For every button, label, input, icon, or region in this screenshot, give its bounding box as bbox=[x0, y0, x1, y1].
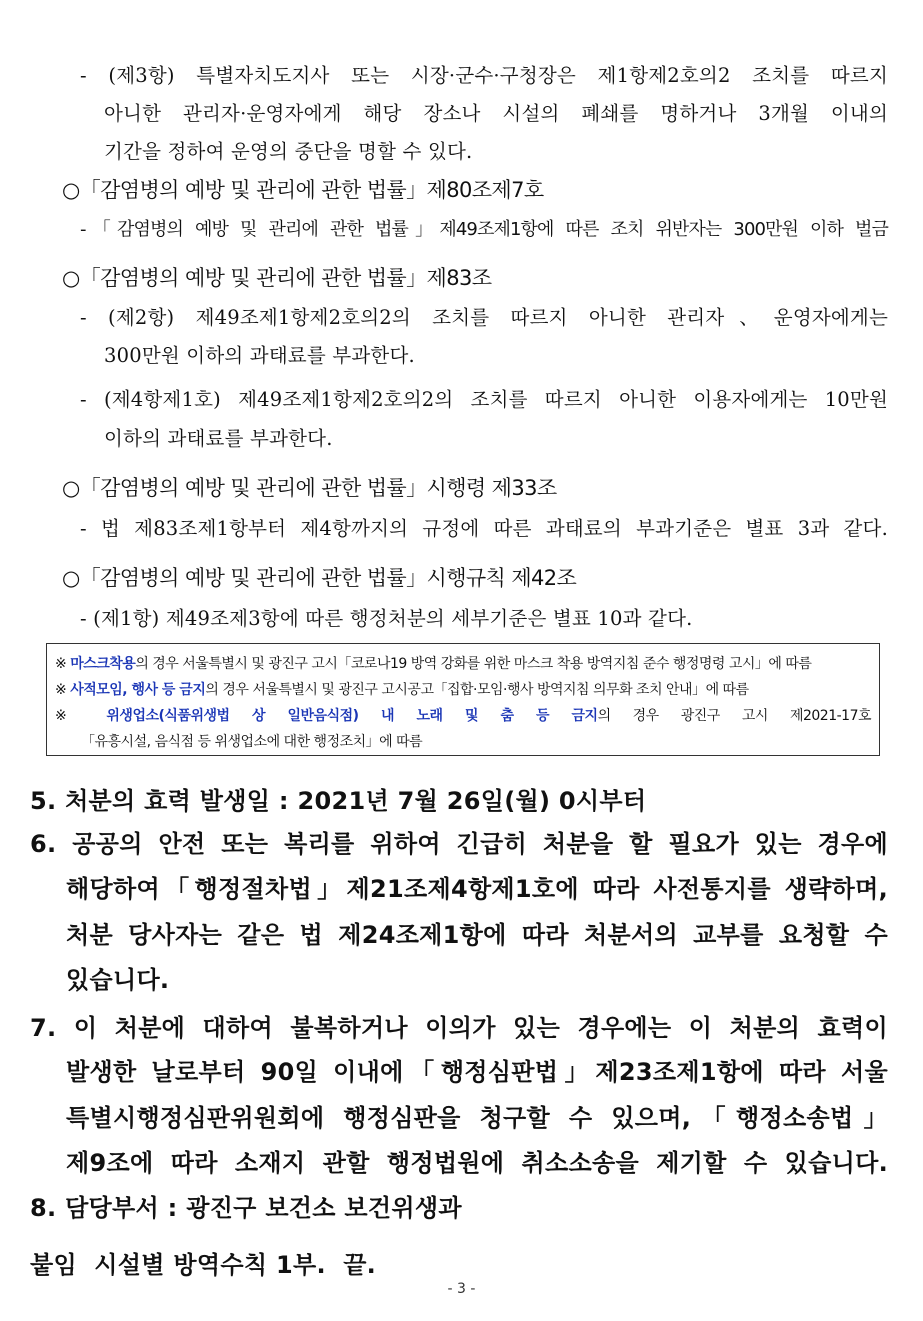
attachment-line: 붙임 시설별 방역수칙 1부. 끝. bbox=[30, 1251, 377, 1279]
note-text: 의 경우 서울특별시 및 광진구 고시「코로나19 방역 강화를 위한 마스크 착용 방역지침 준수 행정명령 고시」에 따름 bbox=[135, 656, 812, 672]
law-heading: ○「감염병의 예방 및 관리에 관한 법률」시행령 제33조 bbox=[62, 476, 557, 500]
paragraph-line: 300만원 이하의 과태료를 부과한다. bbox=[104, 344, 415, 367]
paragraph-6-line: 6. 공공의 안전 또는 복리를 위하여 긴급히 처분을 할 필요가 있는 경우에 bbox=[30, 830, 888, 858]
paragraph-7-line: 제9조에 따라 소재지 관할 행정법원에 취소소송을 제기할 수 있습니다. bbox=[66, 1149, 888, 1177]
paragraph-7-line: 7. 이 처분에 대하여 불복하거나 이의가 있는 경우에는 이 처분의 효력이 bbox=[30, 1014, 888, 1042]
paragraph-line: - (제2항) 제49조제1항제2호의2의 조치를 따르지 아니한 관리자、운영자에게는 bbox=[80, 306, 888, 329]
note-mark: ※ bbox=[55, 656, 67, 672]
note-mark: ※ bbox=[55, 682, 67, 698]
page-number: - 3 - bbox=[447, 1281, 476, 1297]
note-highlight: 마스크착용 bbox=[70, 656, 136, 672]
note-highlight: 사적모임, 행사 등 금지 bbox=[70, 682, 206, 698]
paragraph-line: 이하의 과태료를 부과한다. bbox=[104, 427, 333, 450]
paragraph-line: -「감염병의 예방 및 관리에 관한 법률」제49조제1항에 따른 조치 위반자는 300만원 이하 벌금 bbox=[80, 219, 888, 240]
law-heading: ○「감염병의 예방 및 관리에 관한 법률」시행규칙 제42조 bbox=[62, 566, 577, 590]
paragraph-line: - 법 제83조제1항부터 제4항까지의 규정에 따른 과태료의 부과기준은 별표 3과 같다. bbox=[80, 517, 888, 540]
paragraph-line: 아니한 관리자·운영자에게 해당 장소나 시설의 폐쇄를 명하거나 3개월 이내의 bbox=[104, 102, 888, 125]
paragraph-7-line: 특별시행정심판위원회에 행정심판을 청구할 수 있으며,「행정소송법」 bbox=[66, 1104, 888, 1132]
paragraph-line: 기간을 정하여 운영의 중단을 명할 수 있다. bbox=[104, 140, 473, 163]
note-text: 「유흥시설, 음식점 등 위생업소에 대한 행정조치」에 따름 bbox=[81, 734, 423, 750]
note-mark: ※ bbox=[55, 708, 85, 724]
note-item bbox=[55, 705, 871, 725]
note-highlight: 위생업소(식품위생법 상 일반음식점) 내 노래 및 춤 등 금지 bbox=[106, 708, 598, 724]
paragraph-5: 5. 처분의 효력 발생일 : 2021년 7월 26일(월) 0시부터 bbox=[30, 787, 647, 815]
paragraph-7-line: 발생한 날로부터 90일 이내에「행정심판법」제23조제1항에 따라 서울 bbox=[66, 1058, 888, 1086]
note-item bbox=[55, 679, 749, 699]
note-item bbox=[55, 653, 811, 673]
paragraph-line: - (제3항) 특별자치도지사 또는 시장·군수·구청장은 제1항제2호의2 조치를 따르지 bbox=[80, 64, 888, 87]
paragraph-6-line: 있습니다. bbox=[66, 966, 170, 994]
note-text: 의 경우 서울특별시 및 광진구 고시공고「집합·모임·행사 방역지침 의무화 조치 안내」에 따름 bbox=[205, 682, 749, 698]
note-text: 의 경우 광진구 고시 제2021-17호 bbox=[597, 708, 872, 724]
paragraph-8: 8. 담당부서 : 광진구 보건소 보건위생과 bbox=[30, 1194, 462, 1222]
paragraph-line: - (제4항제1호) 제49조제1항제2호의2의 조치를 따르지 아니한 이용자에게는 10만원 bbox=[80, 388, 888, 411]
law-heading: ○「감염병의 예방 및 관리에 관한 법률」제80조제7호 bbox=[62, 178, 544, 202]
notes-box bbox=[46, 643, 880, 756]
paragraph-6-line: 해당하여「행정절차법」제21조제4항제1호에 따라 사전통지를 생략하며, bbox=[66, 875, 888, 903]
paragraph-6-line: 처분 당사자는 같은 법 제24조제1항에 따라 처분서의 교부를 요청할 수 bbox=[66, 921, 888, 949]
law-heading: ○「감염병의 예방 및 관리에 관한 법률」제83조 bbox=[62, 266, 492, 290]
paragraph-line: - (제1항) 제49조제3항에 따른 행정처분의 세부기준은 별표 10과 같다. bbox=[80, 607, 693, 630]
